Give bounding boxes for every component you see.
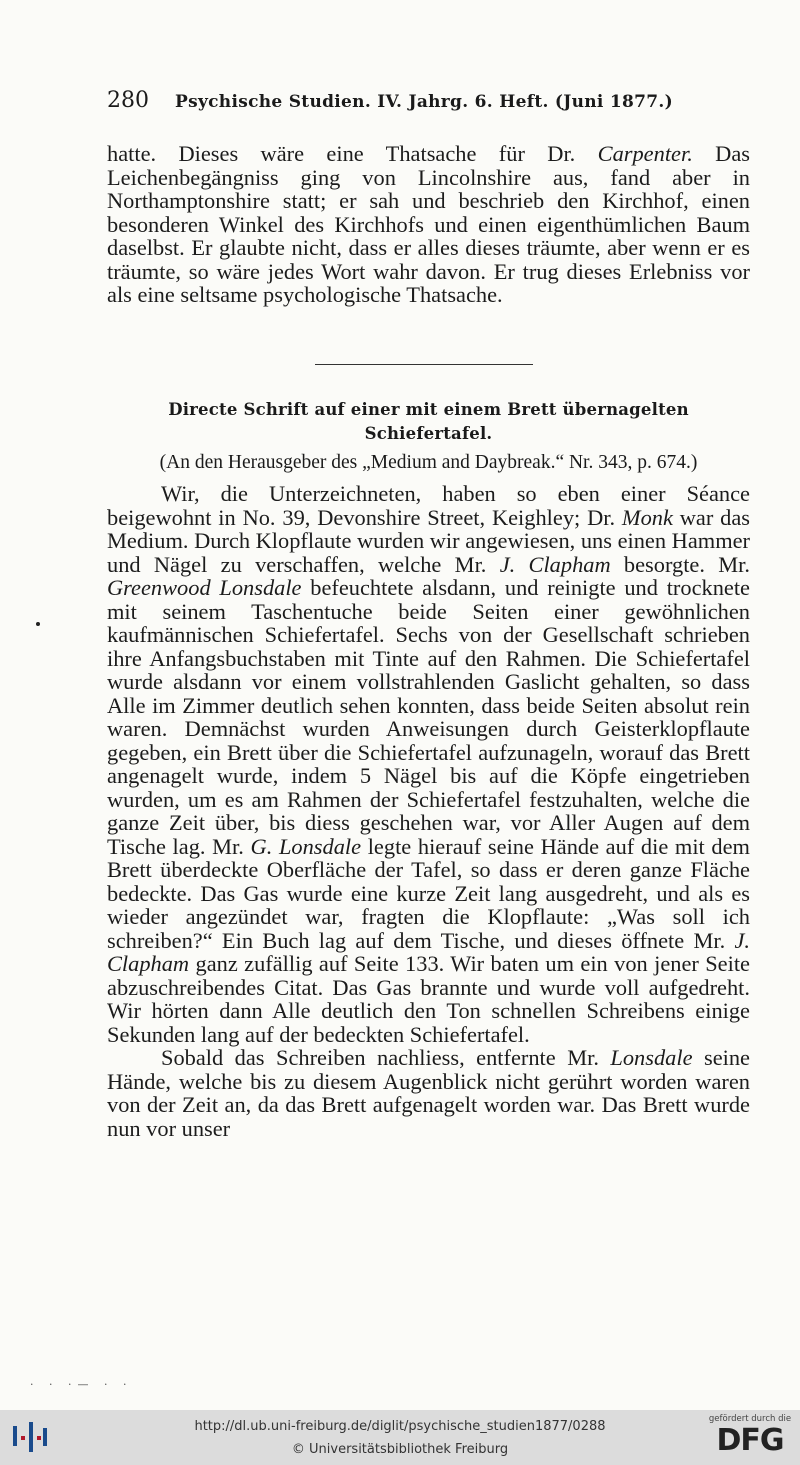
name-monk: Monk — [621, 504, 673, 530]
article-title — [107, 398, 750, 446]
dfg-wordmark: DFG — [716, 1423, 784, 1458]
name-g-lonsdale: G. Lonsdale — [250, 833, 362, 859]
paragraph — [107, 142, 750, 307]
viewer-footer — [0, 1410, 800, 1465]
paragraph — [107, 1046, 750, 1140]
paragraph-continued — [107, 142, 750, 307]
running-title: Psychische Studien. IV. Jahrg. 6. Heft. (Juni 1877.) — [175, 92, 673, 112]
text-run: war das Medium. Durch Klopflaute wurden wir angewiesen, uns einen Hammer und Nägel zu verschaffen, welche Mr. — [107, 504, 751, 577]
page-header — [107, 88, 747, 118]
page-number: 280 — [107, 88, 149, 113]
name-lonsdale: Lonsdale — [610, 1045, 693, 1070]
text-run: befeuchtete alsdann, und reinigte und trocknete mit seinem Taschentuche beide Seiten einer gewöhnlichen kaufmännischen Schiefertafel. Sechs von der Gesellschaft schrieben ihre Anfangsbuchstaben mit Tinte auf den Rahmen. Die Schiefertafel wurde alsdann vor einem vollstrahlenden Gaslicht gehalten, so dass Alle im Zimmer deutlich sehen konnten, dass beide Seiten absolut rein waren. Demnächst wurden Anweisungen durch Geisterklopflaute gegeben, ein Brett über die Schiefertafel aufzunageln, worauf das Brett angenagelt wurde, indem 5 Nägel bis auf die Köpfe eingetrieben wurden, um es am Rahmen der Schiefertafel festzuhalten, welche die ganze Zeit über, bis diess geschehen war, vor Aller Augen auf dem Tische lag. Mr. — [107, 575, 750, 859]
funder-caption: gefördert durch die — [708, 1414, 792, 1424]
text-run: Wir, die Unterzeichneten, haben so eben einer Séance beigewohnt in No. 39, Devonshire Street, Keighley; Dr. — [107, 481, 750, 530]
text-run: ganz zufällig auf Seite 133. Wir baten um ein von jener Seite abzuschreibendes Citat. Das Gas brannte und wurde voll aufgedreht. Wir hörten dann Alle deutlich den Ton schnellen Schreibens einige Sekunden lang auf der bedeckten Schiefertafel. — [107, 951, 750, 1047]
text-run: besorgte. Mr. — [610, 551, 750, 577]
text-run: Sobald das Schreiben nachliess, entfernte Mr. — [161, 1045, 611, 1070]
title-line-2: Schiefertafel. — [364, 424, 493, 443]
copyright-text: © Universitätsbibliothek Freiburg — [291, 1442, 509, 1457]
text-run: legte hierauf seine Hände auf die mit dem Brett überdeckte Oberfläche der Tafel, so dass er deren ganze Fläche bedeckte. Das Gas wurde eine kurze Zeit lang ausgedreht, und als es wieder angezündet war, fragten die Klopflaute: „Was soll ich schreiben?“ Ein Buch lag auf dem Tische, und dieses öffnete Mr. — [107, 833, 750, 953]
text-run: hatte. Dieses wäre eine Thatsache für Dr. — [107, 141, 598, 166]
scan-artifacts: · · ·— · · — [30, 1378, 133, 1391]
text-run: seine Hände, welche bis zu diesem Augenblick nicht gerührt worden waren von der Zeit an, da das Brett aufgenagelt worden war. Das Brett wurde nun vor unser — [107, 1045, 750, 1141]
name-greenwood-lonsdale: Greenwood Lonsdale — [107, 575, 302, 600]
title-line-1: Directe Schrift auf einer mit einem Brett übernagelten — [168, 400, 689, 419]
article-subtitle: (An den Herausgeber des „Medium and Daybreak.“ Nr. 343, p. 674.) — [159, 452, 698, 473]
margin-speck — [36, 622, 40, 626]
article-body — [107, 482, 750, 1140]
source-url-link[interactable]: http://dl.ub.uni-freiburg.de/diglit/psychische_studien1877/0288 — [194, 1419, 606, 1434]
name-clapham: J. Clapham — [499, 551, 611, 577]
paragraph — [107, 482, 750, 1046]
name-carpenter: Carpenter. — [597, 141, 693, 166]
name-clapham: J. Clapham — [107, 927, 750, 976]
dfg-logo — [708, 1414, 792, 1462]
text-run: Das Leichenbegängniss ging von Lincolnshire aus, fand aber in Northamptonshire statt; er sah und beschrieb den Kirchhof, einen besonderen Winkel des Kirchhofs und einen eigenthümlichen Baum daselbst. Er glaubte nicht, dass er alles dieses träumte, aber wenn er es träumte, so wäre jedes Wort wahr davon. Er trug dieses Erlebniss vor als eine seltsame psychologische Thatsache. — [107, 141, 751, 307]
section-divider — [315, 364, 533, 365]
